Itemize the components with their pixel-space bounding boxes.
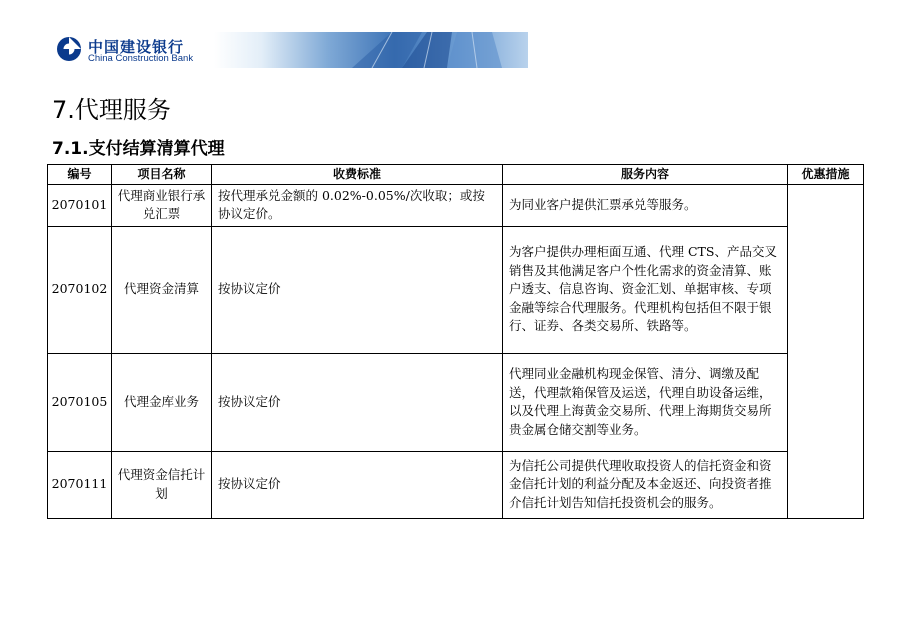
row-fee: 按协议定价 <box>212 226 503 353</box>
building-graphic <box>332 32 528 68</box>
row-content: 为同业客户提供汇票承兑等服务。 <box>503 184 788 226</box>
table-row <box>48 226 864 353</box>
logo-english-name: China Construction Bank <box>88 53 194 64</box>
row-fee: 按协议定价 <box>212 353 503 451</box>
row-name: 代理商业银行承兑汇票 <box>112 184 212 226</box>
table-row <box>48 184 864 226</box>
row-content: 代理同业金融机构现金保管、清分、调缴及配送，代理款箱保管及运送，代理自助设备运维，以及代理上海黄金交易所、代理上海期货交易所贵金属仓储交割等业务。 <box>503 353 788 451</box>
row-name: 代理资金信托计划 <box>112 451 212 518</box>
row-code: 2070101 <box>48 184 112 226</box>
discount-cell <box>788 184 864 518</box>
row-fee: 按协议定价 <box>212 451 503 518</box>
section-title: 7.代理服务 <box>52 96 171 124</box>
row-name: 代理金库业务 <box>112 353 212 451</box>
row-content: 为客户提供办理柜面互通、代理 CTS、产品交叉销售及其他满足客户个性化需求的资金清算、账户透支、信息咨询、资金汇划、单据审核、专项金融等综合代理服务。代理机构包括但不限于银行、证券、各类交易所、铁路等。 <box>503 226 788 353</box>
ccb-logo-icon <box>56 36 82 62</box>
header-content: 服务内容 <box>503 165 788 185</box>
row-name: 代理资金清算 <box>112 226 212 353</box>
header-name: 项目名称 <box>112 165 212 185</box>
table-header-row <box>48 165 864 185</box>
table-row <box>48 353 864 451</box>
row-content: 为信托公司提供代理收取投资人的信托资金和资金信托计划的利益分配及本金返还、向投资者推介信托计划告知信托投资机会的服务。 <box>503 451 788 518</box>
fee-table <box>47 164 864 519</box>
subsection-title: 7.1.支付结算清算代理 <box>52 139 225 159</box>
header-code: 编号 <box>48 165 112 185</box>
row-code: 2070102 <box>48 226 112 353</box>
table-row <box>48 451 864 518</box>
row-fee: 按代理承兑金额的 0.02%-0.05%/次收取；或按协议定价。 <box>212 184 503 226</box>
header-fee: 收费标准 <box>212 165 503 185</box>
bank-header-banner <box>52 32 528 68</box>
header-discount: 优惠措施 <box>788 165 864 185</box>
logo-chinese-name: 中国建设银行 <box>88 38 185 56</box>
row-code: 2070105 <box>48 353 112 451</box>
row-code: 2070111 <box>48 451 112 518</box>
